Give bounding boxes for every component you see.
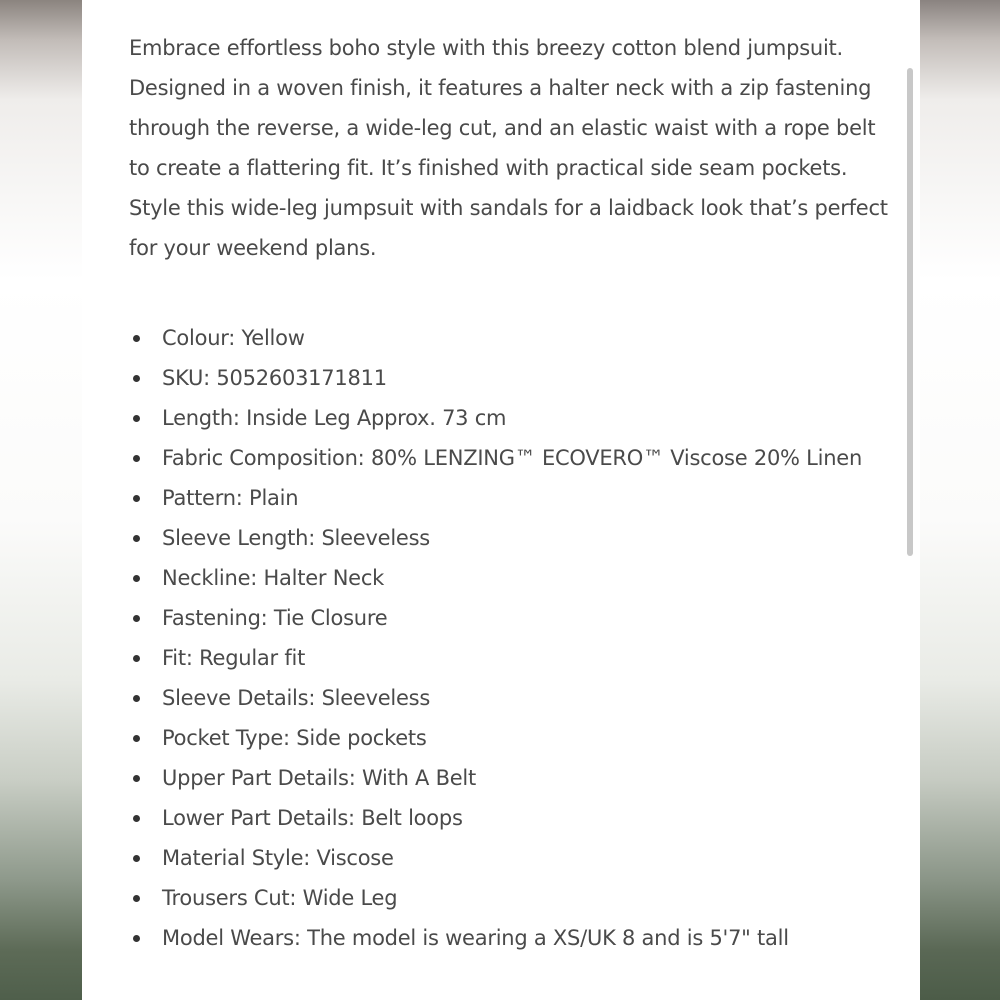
bullet-icon — [133, 615, 140, 622]
bullet-icon — [133, 895, 140, 902]
spec-item-trousers-cut — [129, 878, 869, 918]
spec-item-length — [129, 398, 869, 438]
bullet-icon — [133, 855, 140, 862]
product-description: Embrace effortless boho style with this breezy cotton blend jumpsuit. Designed in a woven finish, it features a halter neck with a zip fastening through the reverse, a wide-leg cut, and an elastic waist with a rope belt to create a flattering fit. It’s finished with practical side seam pockets. Style this wide-leg jumpsuit with sandals for a laidback look that’s perfect for your weekend plans. — [129, 36, 888, 260]
bullet-icon — [133, 735, 140, 742]
bullet-icon — [133, 535, 140, 542]
spec-text: Material Style: Viscose — [162, 846, 394, 870]
spec-text: Fastening: Tie Closure — [162, 606, 388, 630]
bullet-icon — [133, 335, 140, 342]
background-left — [0, 0, 82, 1000]
bullet-icon — [133, 655, 140, 662]
spec-text: Fabric Composition: 80% LENZING™ ECOVERO™ Viscose 20% Linen — [162, 446, 863, 470]
spec-text: Sleeve Details: Sleeveless — [162, 686, 431, 710]
spec-item-colour — [129, 318, 869, 358]
spec-item-lower-part-details — [129, 798, 869, 838]
spec-item-neckline — [129, 558, 869, 598]
spec-text: Colour: Yellow — [162, 326, 305, 350]
spec-text: Upper Part Details: With A Belt — [162, 766, 476, 790]
spec-text: Sleeve Length: Sleeveless — [162, 526, 430, 550]
spec-item-sku — [129, 358, 869, 398]
spec-item-upper-part-details — [129, 758, 869, 798]
bullet-icon — [133, 455, 140, 462]
bullet-icon — [133, 495, 140, 502]
spec-text: Lower Part Details: Belt loops — [162, 806, 463, 830]
spec-item-sleeve-length — [129, 518, 869, 558]
spec-item-fit — [129, 638, 869, 678]
bullet-icon — [133, 695, 140, 702]
spec-text: Pattern: Plain — [162, 486, 299, 510]
background-right — [920, 0, 1000, 1000]
bullet-icon — [133, 415, 140, 422]
bullet-icon — [133, 375, 140, 382]
spec-item-model-wears — [129, 918, 869, 958]
spec-text: Neckline: Halter Neck — [162, 566, 385, 590]
bullet-icon — [133, 935, 140, 942]
spec-text: Fit: Regular fit — [162, 646, 306, 670]
spec-item-fabric-composition — [129, 438, 869, 478]
bullet-icon — [133, 575, 140, 582]
bullet-icon — [133, 775, 140, 782]
product-spec-list — [129, 318, 869, 958]
spec-item-pocket-type — [129, 718, 869, 758]
spec-item-material-style — [129, 838, 869, 878]
spec-text: Length: Inside Leg Approx. 73 cm — [162, 406, 507, 430]
spec-text: Model Wears: The model is wearing a XS/UK 8 and is 5'7" tall — [162, 926, 789, 950]
spec-text: Trousers Cut: Wide Leg — [162, 886, 398, 910]
bullet-icon — [133, 815, 140, 822]
spec-text: SKU: 5052603171811 — [162, 366, 387, 390]
spec-item-pattern — [129, 478, 869, 518]
spec-text: Pocket Type: Side pockets — [162, 726, 427, 750]
product-details-panel — [82, 0, 920, 1000]
spec-item-sleeve-details — [129, 678, 869, 718]
vertical-scrollbar[interactable] — [907, 68, 913, 556]
spec-item-fastening — [129, 598, 869, 638]
